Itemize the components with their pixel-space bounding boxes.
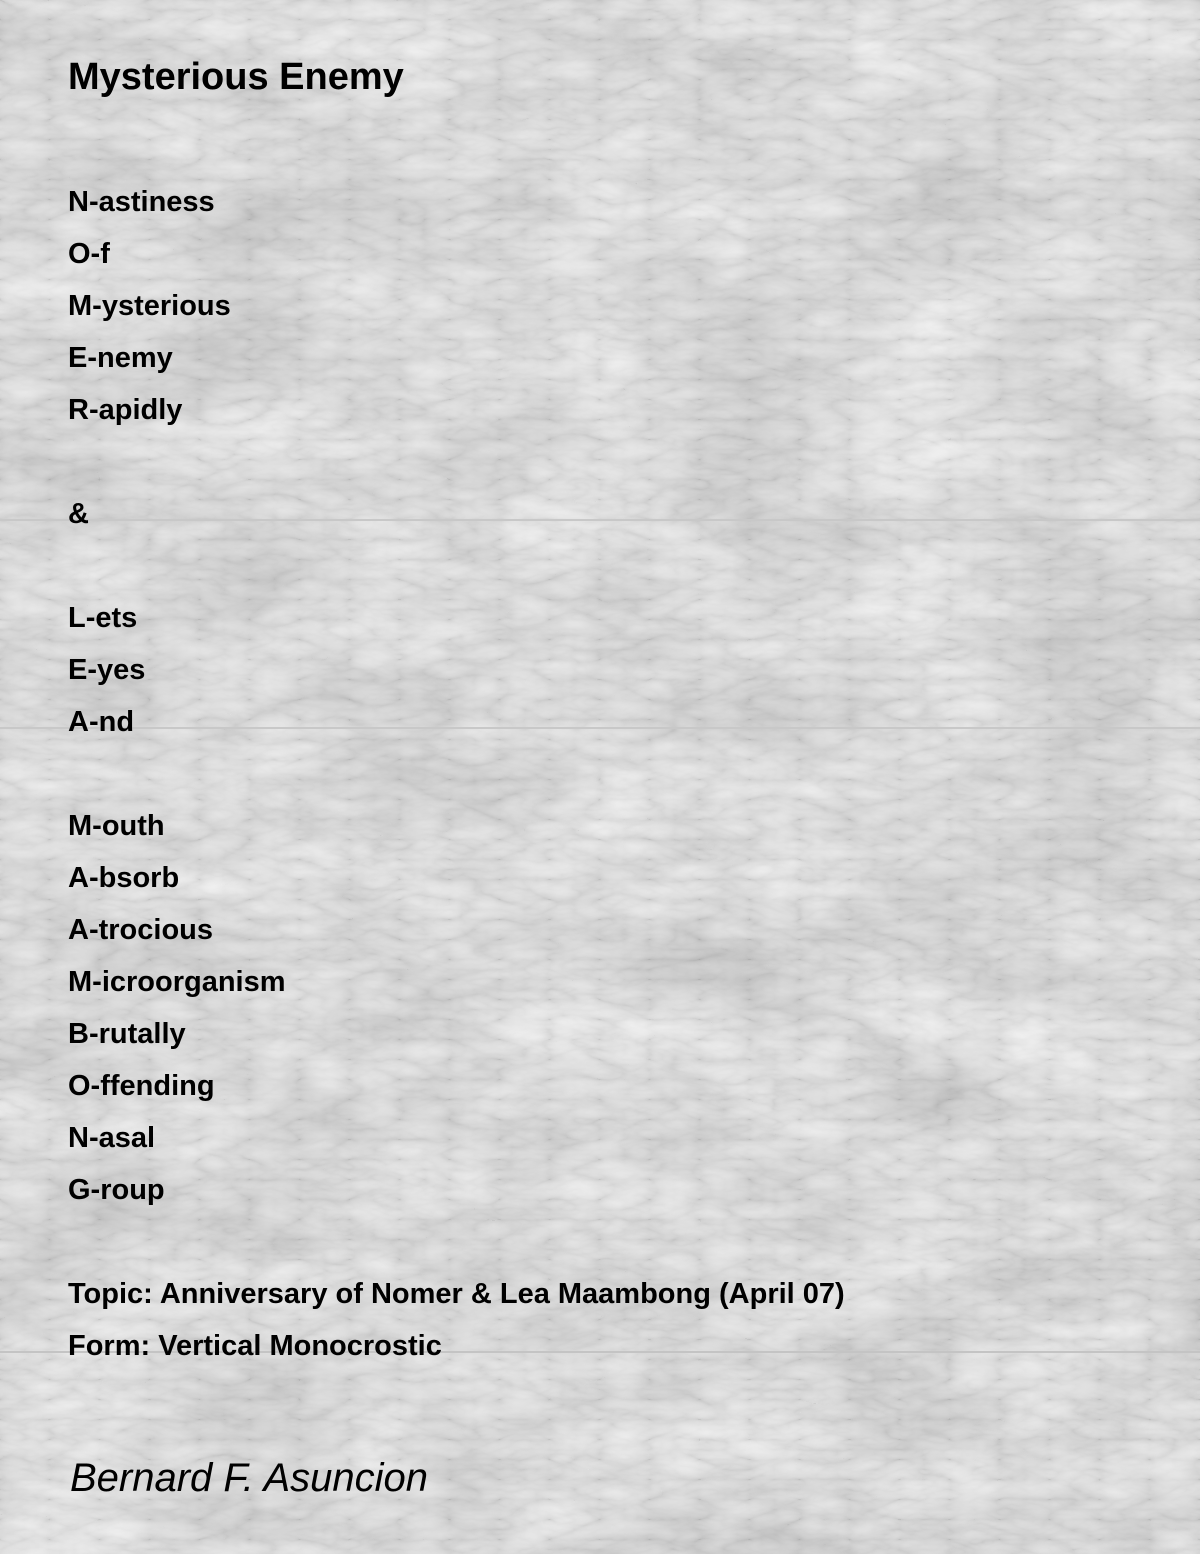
poem-line: N-asal (68, 1122, 156, 1154)
poem-line: Topic: Anniversary of Nomer & Lea Maambong (April 07) (68, 1278, 845, 1310)
poem-line: R-apidly (68, 394, 183, 426)
poem-body (68, 176, 1148, 1372)
poem-stanza-break (68, 436, 1148, 488)
poem-line: M-icroorganism (68, 966, 286, 998)
poem-line: & (68, 498, 89, 530)
poem-title: Mysterious Enemy (68, 56, 404, 98)
poem-line: M-ysterious (68, 290, 231, 322)
poem-line: B-rutally (68, 1018, 186, 1050)
poem-line: E-nemy (68, 342, 173, 374)
poem-line: O-f (68, 238, 110, 270)
poem-line: A-bsorb (68, 862, 180, 894)
poem-stanza-break (68, 1216, 1148, 1268)
poem-line: O-ffending (68, 1070, 215, 1102)
poem-line: Form: Vertical Monocrostic (68, 1330, 442, 1362)
poem-container (68, 50, 1148, 1372)
poem-line: E-yes (68, 654, 146, 686)
poem-line: G-roup (68, 1174, 165, 1206)
poem-line: L-ets (68, 602, 138, 634)
poem-stanza-break (68, 748, 1148, 800)
poem-line: M-outh (68, 810, 165, 842)
poem-stanza-break (68, 540, 1148, 592)
poem-line: N-astiness (68, 186, 215, 218)
author-name: Bernard F. Asuncion (70, 1456, 428, 1500)
poem-line: A-nd (68, 706, 135, 738)
poem-line: A-trocious (68, 914, 213, 946)
